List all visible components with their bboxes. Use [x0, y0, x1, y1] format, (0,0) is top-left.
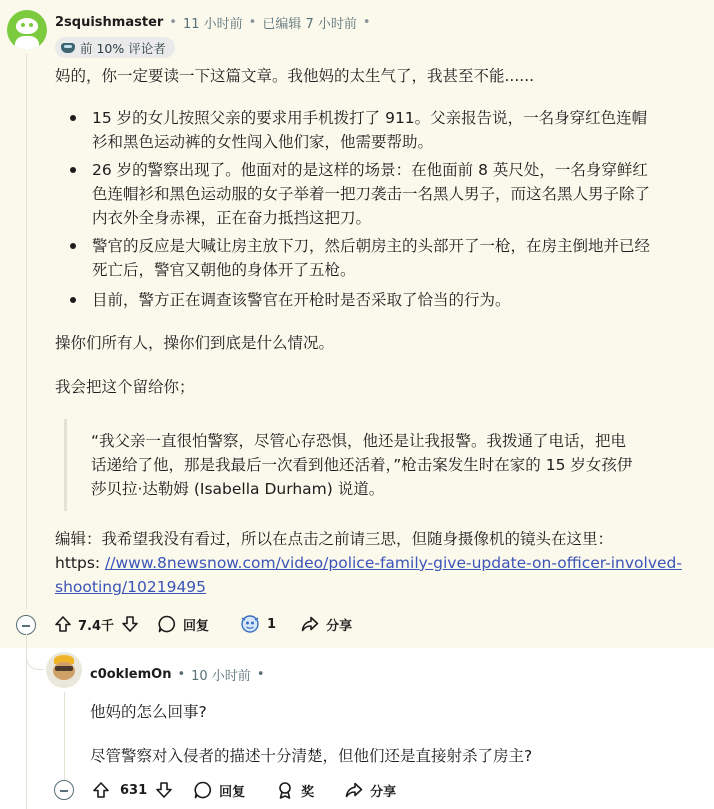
share-icon — [344, 780, 364, 800]
paragraph: 我会把这个留给你； — [55, 378, 195, 396]
upvote-button[interactable] — [92, 781, 147, 799]
edit-note: 编辑：我希望我没有看过，所以在点击之前请三思，但随身摄像机的镜头在这里： — [55, 530, 614, 548]
username[interactable]: c0oklemOn — [90, 667, 172, 682]
award-count: 1 — [267, 616, 277, 632]
comment-meta: 2squishmaster • 11 小时前 • 已编辑 7 小时前 • — [55, 15, 371, 32]
list-item: 警官的反应是大喊让房主放下刀，然后朝房主的头部开了一枪，在房主倒地并已经 死亡后，警官又朝他的身体开了五枪。 — [92, 234, 702, 282]
username[interactable]: 2squishmaster — [55, 15, 164, 30]
blockquote: “我父亲一直很怕警察，尽管心存恐惧，他还是让我报警。我拨通了电话，把电 话递给了他，那是我最后一次看到他还活着，”枪击案发生时在家的 15 岁女孩伊 莎贝拉·达勒姆 (Isabella Durham) 说道。 — [64, 419, 703, 511]
upvote-button[interactable] — [54, 615, 114, 634]
downvote-button[interactable] — [121, 615, 139, 633]
award-button[interactable]: 奖 — [275, 780, 314, 800]
paragraph: 尽管警察对入侵者的描述十分清楚，但他们还是直接射杀了房主? — [90, 747, 533, 765]
downvote-icon — [155, 781, 173, 799]
share-icon — [300, 614, 320, 634]
award-button[interactable] — [239, 613, 276, 635]
list-item: 15 岁的女儿按照父亲的要求用手机拨打了 911。父亲报告说，一名身穿红色连帽 衫和黑色运动裤的女性闯入他们家，他需要帮助。 — [92, 106, 702, 154]
collapse-thread-button[interactable] — [16, 615, 36, 635]
link-line: https: //www.8newsnow.com/video/police-family-give-update-on-officer-involved- — [55, 554, 682, 572]
comment-actions — [92, 776, 396, 804]
video-link-continued[interactable]: shooting/10219495 — [55, 578, 207, 596]
comment-actions — [54, 610, 352, 638]
top-commenter-flair: 前 10% 评论者 — [55, 37, 175, 58]
thread-line[interactable] — [64, 692, 65, 780]
vote-count: 7.4千 — [78, 618, 115, 634]
commenter-badge-icon — [61, 43, 75, 53]
comment-intro: 妈的，你一定要读一下这篇文章。我他妈的太生气了，我甚至不能...... — [55, 67, 535, 85]
comment-body — [90, 700, 532, 768]
timestamp[interactable]: 10 小时前 — [191, 669, 251, 684]
downvote-icon — [121, 615, 139, 633]
timestamp[interactable]: 11 小时前 — [182, 17, 243, 32]
thread-line[interactable] — [26, 54, 27, 609]
award-icon — [275, 780, 295, 800]
comment-meta: c0oklemOn • 10 小时前 • — [90, 667, 265, 684]
share-button[interactable]: 分享 — [344, 780, 396, 800]
paragraph: 操你们所有人，操你们到底是什么情况。 — [55, 334, 335, 352]
video-link[interactable]: //www.8newsnow.com/video/police-family-give-update-on-officer-involved- — [105, 554, 682, 572]
user-avatar[interactable] — [46, 652, 82, 688]
list-item: 目前，警方正在调查该警官在开枪时是否采取了恰当的行为。 — [92, 288, 702, 312]
thread-branch — [26, 634, 44, 670]
award-icon — [239, 613, 261, 635]
vote-count: 631 — [120, 782, 148, 798]
edited-label: 已编辑 7 小时前 — [262, 17, 357, 32]
paragraph: 他妈的怎么回事? — [90, 703, 207, 721]
comment-bubble-icon — [157, 614, 177, 634]
share-button[interactable]: 分享 — [300, 614, 352, 634]
upvote-icon — [92, 781, 110, 799]
thread-line[interactable] — [26, 640, 27, 809]
upvote-icon — [54, 615, 72, 633]
reply-button[interactable]: 回复 — [157, 614, 209, 634]
downvote-button[interactable] — [155, 781, 173, 799]
collapse-thread-button[interactable] — [54, 780, 74, 800]
list-item: 26 岁的警察出现了。他面对的是这样的场景：在他面前 8 英尺处，一名身穿鲜红 色连帽衫和黑色运动服的女子举着一把刀袭击一名黑人男子，而这名黑人男子除了 内衣外全身赤裸，正在奋力抵挡这把刀。 — [92, 158, 702, 230]
user-avatar[interactable] — [7, 10, 47, 50]
reply-button[interactable]: 回复 — [193, 780, 245, 800]
comment-bubble-icon — [193, 780, 213, 800]
